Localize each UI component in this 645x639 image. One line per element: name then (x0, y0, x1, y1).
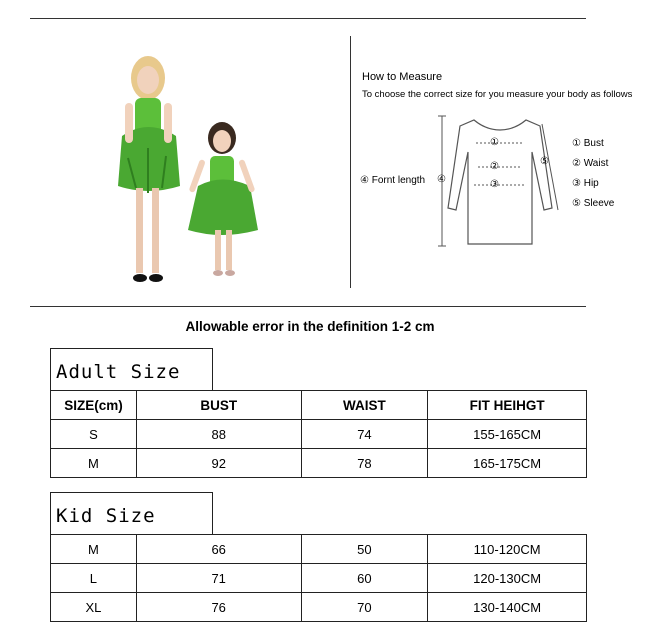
bust-cell: 71 (136, 564, 301, 593)
length-mark: ④ (437, 174, 446, 185)
how-to-measure-subtitle: To choose the correct size for you measure your body as follows (362, 89, 633, 100)
header-waist: WAIST (301, 391, 428, 420)
header-bust: BUST (136, 391, 301, 420)
front-length-label: ④ Fornt length (360, 175, 426, 186)
how-to-measure-title: How to Measure (362, 71, 443, 83)
measurement-diagram (436, 112, 564, 252)
table-header-row (51, 391, 587, 420)
waist-mark: ② (490, 161, 499, 172)
product-photo (100, 48, 290, 293)
kid-size-table (50, 534, 587, 622)
top-divider (30, 18, 586, 19)
section-divider (350, 36, 351, 288)
waist-cell: 74 (301, 420, 428, 449)
header-size: SIZE(cm) (51, 391, 137, 420)
waist-cell: 78 (301, 449, 428, 478)
size-cell: L (51, 564, 137, 593)
hip-mark: ③ (490, 179, 499, 190)
adult-model (118, 56, 180, 282)
table-row (51, 420, 587, 449)
allowable-error-note: Allowable error in the definition 1-2 cm (185, 319, 435, 334)
header-fit-height: FIT HEIHGT (428, 391, 587, 420)
middle-divider (30, 306, 586, 307)
table-row (51, 535, 587, 564)
table-row (51, 593, 587, 622)
size-cell: S (51, 420, 137, 449)
kid-size-title: Kid Size (50, 492, 213, 534)
bust-mark: ① (490, 137, 499, 148)
sleeve-mark: ⑤ (540, 156, 549, 167)
legend-bust: ① Bust (572, 138, 604, 149)
height-cell: 155-165CM (428, 420, 587, 449)
bust-cell: 88 (136, 420, 301, 449)
waist-cell: 70 (301, 593, 428, 622)
legend-waist: ② Waist (572, 158, 609, 169)
legend-hip: ③ Hip (572, 178, 599, 189)
adult-size-title: Adult Size (50, 348, 213, 390)
size-cell: M (51, 449, 137, 478)
table-row (51, 449, 587, 478)
bust-cell: 66 (136, 535, 301, 564)
legend-sleeve: ⑤ Sleeve (572, 198, 615, 209)
bust-cell: 76 (136, 593, 301, 622)
height-cell: 110-120CM (428, 535, 587, 564)
child-model (188, 122, 258, 276)
waist-cell: 60 (301, 564, 428, 593)
size-cell: M (51, 535, 137, 564)
adult-size-table (50, 390, 587, 478)
height-cell: 165-175CM (428, 449, 587, 478)
bust-cell: 92 (136, 449, 301, 478)
table-row (51, 564, 587, 593)
height-cell: 120-130CM (428, 564, 587, 593)
waist-cell: 50 (301, 535, 428, 564)
size-cell: XL (51, 593, 137, 622)
height-cell: 130-140CM (428, 593, 587, 622)
